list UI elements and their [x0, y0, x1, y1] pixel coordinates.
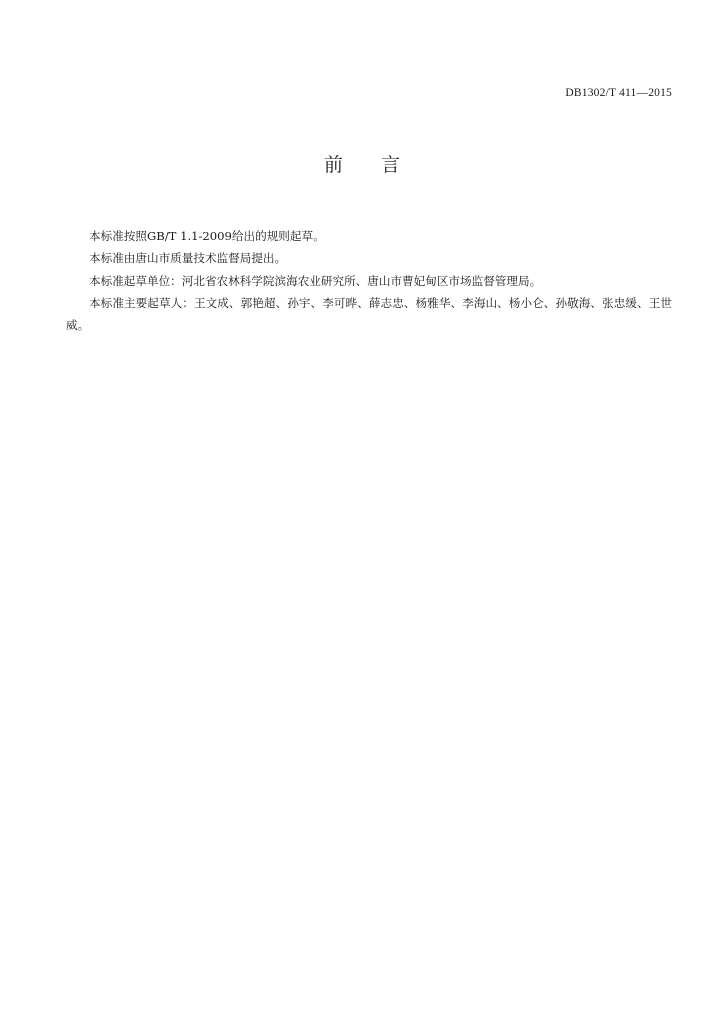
paragraph-drafters: 本标准主要起草人：王文成、郭艳超、孙宇、李可晔、薛志忠、杨雅华、李海山、杨小仑、孙敬海、张忠缓、王世威。 — [66, 295, 672, 333]
document-number: DB1302/T 411—2015 — [565, 87, 672, 99]
page-title: 前 言 — [323, 154, 400, 176]
foreword-body — [66, 225, 672, 336]
paragraph-proposer: 本标准由唐山市质量技术监督局提出。 — [89, 251, 287, 266]
paragraph-drafting-rules: 本标准按照GB/T 1.1-2009给出的规则起草。 — [89, 229, 325, 243]
paragraph-drafting-units: 本标准起草单位：河北省农林科学院滨海农业研究所、唐山市曹妃甸区市场监督管理局。 — [89, 273, 542, 288]
